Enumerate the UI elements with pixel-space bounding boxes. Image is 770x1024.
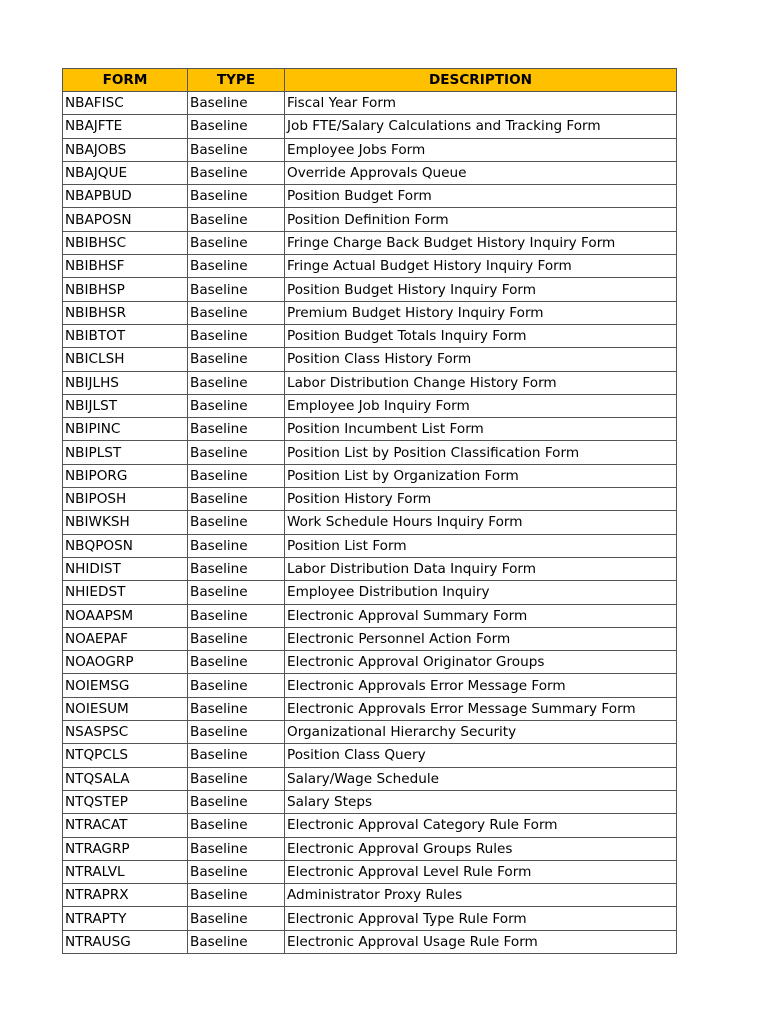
table-row [63,930,677,953]
cell-type: Baseline [188,744,285,767]
table-row [63,557,677,580]
column-header-form: FORM [63,69,188,92]
cell-type: Baseline [188,884,285,907]
cell-type: Baseline [188,231,285,254]
cell-description: Administrator Proxy Rules [285,884,677,907]
cell-form: NBIPORG [63,464,188,487]
cell-description: Electronic Personnel Action Form [285,627,677,650]
cell-type: Baseline [188,301,285,324]
cell-description: Labor Distribution Change History Form [285,371,677,394]
table-row [63,860,677,883]
cell-type: Baseline [188,697,285,720]
cell-type: Baseline [188,441,285,464]
table-row [63,418,677,441]
cell-description: Position Class History Form [285,348,677,371]
cell-description: Salary Steps [285,790,677,813]
cell-form: NBIPINC [63,418,188,441]
cell-type: Baseline [188,790,285,813]
cell-description: Electronic Approval Usage Rule Form [285,930,677,953]
cell-type: Baseline [188,767,285,790]
table-row [63,884,677,907]
cell-form: NBAJOBS [63,138,188,161]
table-row [63,115,677,138]
cell-type: Baseline [188,907,285,930]
cell-form: NOAAPSM [63,604,188,627]
cell-form: NOAEPAF [63,627,188,650]
table-row [63,604,677,627]
cell-form: NTRAUSG [63,930,188,953]
table-body [63,92,677,954]
table-row [63,488,677,511]
cell-description: Electronic Approval Summary Form [285,604,677,627]
table-row [63,348,677,371]
cell-type: Baseline [188,348,285,371]
table-row [63,697,677,720]
cell-description: Electronic Approvals Error Message Summary Form [285,697,677,720]
table-row [63,208,677,231]
table-row [63,907,677,930]
cell-description: Electronic Approval Type Rule Form [285,907,677,930]
cell-type: Baseline [188,418,285,441]
cell-type: Baseline [188,278,285,301]
cell-type: Baseline [188,161,285,184]
cell-form: NTRAPRX [63,884,188,907]
cell-form: NTRAPTY [63,907,188,930]
cell-type: Baseline [188,371,285,394]
table-row [63,324,677,347]
cell-form: NTRALVL [63,860,188,883]
cell-form: NBICLSH [63,348,188,371]
forms-table [62,68,677,954]
cell-description: Electronic Approval Level Rule Form [285,860,677,883]
cell-type: Baseline [188,557,285,580]
cell-form: NTQSTEP [63,790,188,813]
cell-form: NBIPOSH [63,488,188,511]
cell-description: Position Budget Form [285,185,677,208]
cell-type: Baseline [188,860,285,883]
cell-form: NBIBHSR [63,301,188,324]
cell-type: Baseline [188,604,285,627]
cell-description: Position History Form [285,488,677,511]
table-row [63,92,677,115]
cell-type: Baseline [188,208,285,231]
table-row [63,161,677,184]
cell-type: Baseline [188,488,285,511]
cell-form: NBIJLST [63,394,188,417]
cell-form: NOAOGRP [63,651,188,674]
cell-description: Fringe Charge Back Budget History Inquiry Form [285,231,677,254]
cell-type: Baseline [188,930,285,953]
column-header-type: TYPE [188,69,285,92]
cell-description: Work Schedule Hours Inquiry Form [285,511,677,534]
table-row [63,231,677,254]
cell-type: Baseline [188,464,285,487]
cell-form: NOIESUM [63,697,188,720]
cell-description: Position List by Organization Form [285,464,677,487]
cell-form: NBIWKSH [63,511,188,534]
cell-description: Premium Budget History Inquiry Form [285,301,677,324]
cell-type: Baseline [188,138,285,161]
cell-description: Electronic Approval Groups Rules [285,837,677,860]
table-row [63,301,677,324]
table-row [63,627,677,650]
cell-form: NTRAGRP [63,837,188,860]
cell-description: Employee Distribution Inquiry [285,581,677,604]
cell-form: NSASPSC [63,721,188,744]
cell-description: Labor Distribution Data Inquiry Form [285,557,677,580]
table-row [63,394,677,417]
cell-form: NBIBHSP [63,278,188,301]
table-row [63,371,677,394]
cell-form: NTQPCLS [63,744,188,767]
cell-description: Job FTE/Salary Calculations and Tracking Form [285,115,677,138]
cell-description: Employee Job Inquiry Form [285,394,677,417]
cell-description: Position List by Position Classification Form [285,441,677,464]
cell-type: Baseline [188,185,285,208]
cell-description: Position Incumbent List Form [285,418,677,441]
cell-type: Baseline [188,814,285,837]
cell-type: Baseline [188,581,285,604]
cell-description: Organizational Hierarchy Security [285,721,677,744]
cell-description: Position Budget History Inquiry Form [285,278,677,301]
cell-type: Baseline [188,534,285,557]
cell-type: Baseline [188,721,285,744]
cell-form: NTQSALA [63,767,188,790]
table-row [63,767,677,790]
table-row [63,744,677,767]
cell-description: Position Budget Totals Inquiry Form [285,324,677,347]
table-row [63,581,677,604]
cell-type: Baseline [188,394,285,417]
table-row [63,511,677,534]
cell-description: Position Class Query [285,744,677,767]
cell-description: Override Approvals Queue [285,161,677,184]
cell-description: Fiscal Year Form [285,92,677,115]
cell-form: NBAPOSN [63,208,188,231]
cell-description: Electronic Approval Originator Groups [285,651,677,674]
cell-form: NBIBTOT [63,324,188,347]
cell-form: NBIBHSF [63,255,188,278]
table-row [63,837,677,860]
cell-description: Electronic Approval Category Rule Form [285,814,677,837]
cell-type: Baseline [188,627,285,650]
cell-form: NBIJLHS [63,371,188,394]
table-row [63,441,677,464]
cell-description: Salary/Wage Schedule [285,767,677,790]
cell-form: NBAJQUE [63,161,188,184]
cell-form: NHIEDST [63,581,188,604]
cell-type: Baseline [188,837,285,860]
table-row [63,278,677,301]
cell-description: Electronic Approvals Error Message Form [285,674,677,697]
table-row [63,790,677,813]
cell-type: Baseline [188,674,285,697]
cell-description: Position Definition Form [285,208,677,231]
cell-form: NTRACAT [63,814,188,837]
table-row [63,721,677,744]
table-row [63,138,677,161]
cell-form: NBIPLST [63,441,188,464]
cell-type: Baseline [188,324,285,347]
cell-description: Fringe Actual Budget History Inquiry Form [285,255,677,278]
table-row [63,814,677,837]
table-header-row [63,69,677,92]
cell-type: Baseline [188,255,285,278]
cell-form: NBAJFTE [63,115,188,138]
cell-form: NBAPBUD [63,185,188,208]
cell-type: Baseline [188,511,285,534]
cell-form: NOIEMSG [63,674,188,697]
cell-form: NBIBHSC [63,231,188,254]
table-row [63,534,677,557]
cell-type: Baseline [188,115,285,138]
table-row [63,674,677,697]
cell-form: NBQPOSN [63,534,188,557]
cell-form: NHIDIST [63,557,188,580]
table-row [63,185,677,208]
table-row [63,464,677,487]
cell-description: Position List Form [285,534,677,557]
cell-form: NBAFISC [63,92,188,115]
cell-type: Baseline [188,651,285,674]
table-row [63,651,677,674]
cell-description: Employee Jobs Form [285,138,677,161]
cell-type: Baseline [188,92,285,115]
column-header-description: DESCRIPTION [285,69,677,92]
table-row [63,255,677,278]
